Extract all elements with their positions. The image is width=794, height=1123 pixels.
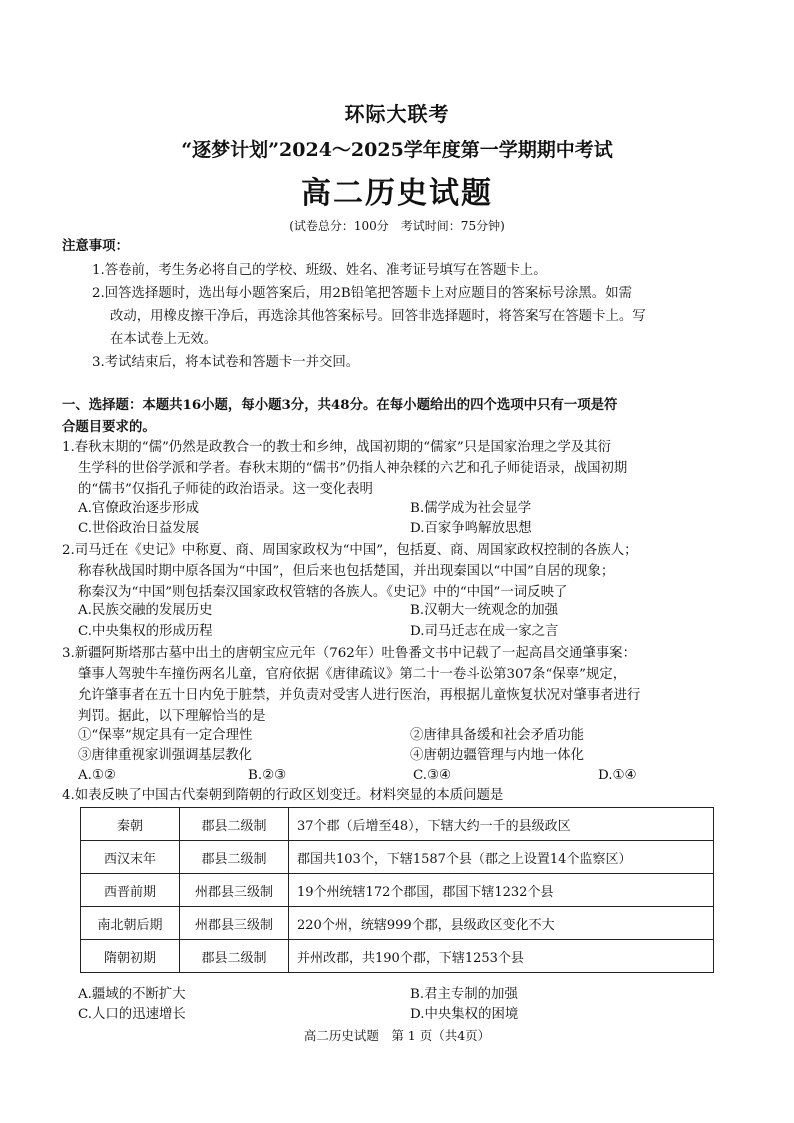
notice-title: 注意事项： xyxy=(62,238,129,254)
q2-stem-line: 称秦汉为“中国”则包括秦汉国家政权管辖的各族人。《史记》中的“中国”一词反映了 xyxy=(78,585,568,600)
q4-option-a: A.疆域的不断扩大 xyxy=(78,987,186,1002)
table-row xyxy=(81,841,714,874)
table-cell: 19个州统辖172个郡国，郡国下辖1232个县 xyxy=(289,874,714,907)
table-cell: 南北朝后期 xyxy=(81,907,180,940)
q4-option-d: D.中央集权的困境 xyxy=(410,1007,519,1022)
q2-stem-line: 称春秋战国时期中原各国为“中国”，但后来也包括楚国，并出现秦国以“中国”自居的现象； xyxy=(78,564,615,579)
q1-option-d: D.百家争鸣解放思想 xyxy=(410,521,532,536)
q2-option-c: C.中央集权的形成历程 xyxy=(78,624,213,639)
q2-stem-line: 2.司马迁在《史记》中称夏、商、周国家政权为“中国”，包括夏、商、周国家政权控制的各族人； xyxy=(62,543,638,558)
q2-option-d: D.司马迁志在成一家之言 xyxy=(410,624,559,639)
q3-statement-1: ①“保辜”规定具有一定合理性 xyxy=(78,728,253,743)
q3-stem-line: 肇事人驾驶牛车撞伤两名儿童，官府依据《唐律疏议》第二十一卷斗讼第307条“保辜”规定， xyxy=(78,667,627,682)
table-cell: 隋朝初期 xyxy=(81,940,180,973)
q4-option-b: B.君主专制的加强 xyxy=(410,987,518,1002)
q3-stem-line: 允许肇事者在五十日内免于脏禁，并负责对受害人进行医治，再根据儿童恢复状况对肇事者进行 xyxy=(78,688,641,703)
table-cell: 郡县二级制 xyxy=(180,940,289,973)
q1-stem-line: 的“儒书”仅指孔子师徒的政治语录。这一变化表明 xyxy=(78,482,373,497)
notice-item-1: 1.答卷前，考生务必将自己的学校、班级、姓名、准考证号填写在答题卡上。 xyxy=(92,263,547,278)
q3-option-a: A.①② xyxy=(78,768,116,783)
table-cell: 西汉末年 xyxy=(81,841,180,874)
q3-statement-2: ②唐律具备缓和社会矛盾功能 xyxy=(410,728,585,743)
notice-item-3: 3.考试结束后，将本试卷和答题卡一并交回。 xyxy=(92,355,360,370)
q1-stem-line: 1.春秋末期的“儒”仍然是政教合一的教士和乡绅，战国初期的“儒家”只是国家治理之学及其衍 xyxy=(62,440,611,455)
q4-stem: 4.如表反映了中国古代秦朝到隋朝的行政区划变迁。材料突显的本质问题是 xyxy=(62,788,504,803)
exam-term-title: “逐梦计划”2024～2025学年度第一学期期中考试 xyxy=(181,139,613,161)
q3-statement-3: ③唐律重视家训强调基层教化 xyxy=(78,748,253,763)
notice-item-2: 2.回答选择题时，选出每小题答案后，用2B铅笔把答题卡上对应题目的答案标号涂黑。如需 xyxy=(92,286,632,301)
q2-option-b: B.汉朝大一统观念的加强 xyxy=(410,603,559,618)
exam-series-title: 环际大联考 xyxy=(344,102,450,126)
table-cell: 州郡县三级制 xyxy=(180,874,289,907)
table-row xyxy=(81,940,714,973)
q2-option-a: A.民族交融的发展历史 xyxy=(78,603,213,618)
q3-option-b: B.②③ xyxy=(248,768,287,783)
table-cell: 并州改郡，共190个郡，下辖1253个县 xyxy=(289,940,714,973)
q3-option-c: C.③④ xyxy=(413,768,452,783)
q1-option-b: B.儒学成为社会显学 xyxy=(410,501,532,516)
table-row xyxy=(81,907,714,940)
admin-division-table xyxy=(80,807,714,973)
table-cell: 220个州，统辖999个郡，县级政区变化不大 xyxy=(289,907,714,940)
notice-item-2-cont: 改动，用橡皮擦干净后，再选涂其他答案标号。回答非选择题时，将答案写在答题卡上。写 xyxy=(110,309,646,324)
table-cell: 郡县二级制 xyxy=(180,808,289,841)
table-cell: 郡县二级制 xyxy=(180,841,289,874)
q3-stem-line: 3.新疆阿斯塔那古墓中出土的唐朝宝应元年（762年）吐鲁番文书中记载了一起高昌交通肇事案： xyxy=(62,646,636,661)
table-row xyxy=(81,874,714,907)
q3-statement-4: ④唐朝边疆管理与内地一体化 xyxy=(410,748,585,763)
section-heading-cont: 合题目要求的。 xyxy=(62,419,156,435)
table-cell: 西晋前期 xyxy=(81,874,180,907)
table-cell: 郡国共103个，下辖1587个县（郡之上设置14个监察区） xyxy=(289,841,714,874)
q4-option-c: C.人口的迅速增长 xyxy=(78,1007,186,1022)
table-cell: 州郡县三级制 xyxy=(180,907,289,940)
section-heading: 一、选择题：本题共16小题，每小题3分，共48分。在每小题给出的四个选项中只有一项是符 xyxy=(62,397,618,413)
table-cell: 37个郡（后增至48），下辖大约一千的县级政区 xyxy=(289,808,714,841)
q3-stem-line: 判罚。据此，以下理解恰当的是 xyxy=(78,709,266,724)
q1-option-c: C.世俗政治日益发展 xyxy=(78,521,200,536)
q3-option-d: D.①④ xyxy=(598,768,637,783)
notice-item-2-cont2: 在本试卷上无效。 xyxy=(110,332,218,347)
page-title: 高二历史试题 xyxy=(301,176,493,211)
page-footer: 高二历史试题 第 1 页（共4页） xyxy=(303,1028,491,1043)
exam-info: (试卷总分：100分 考试时间：75分钟) xyxy=(289,219,505,233)
table-cell: 秦朝 xyxy=(81,808,180,841)
table-row xyxy=(81,808,714,841)
q1-option-a: A.官僚政治逐步形成 xyxy=(78,501,200,516)
q1-stem-line: 生学科的世俗学派和学者。春秋末期的“儒书”仍指人神杂糅的六艺和孔子师徒语录，战国初期 xyxy=(78,461,628,476)
